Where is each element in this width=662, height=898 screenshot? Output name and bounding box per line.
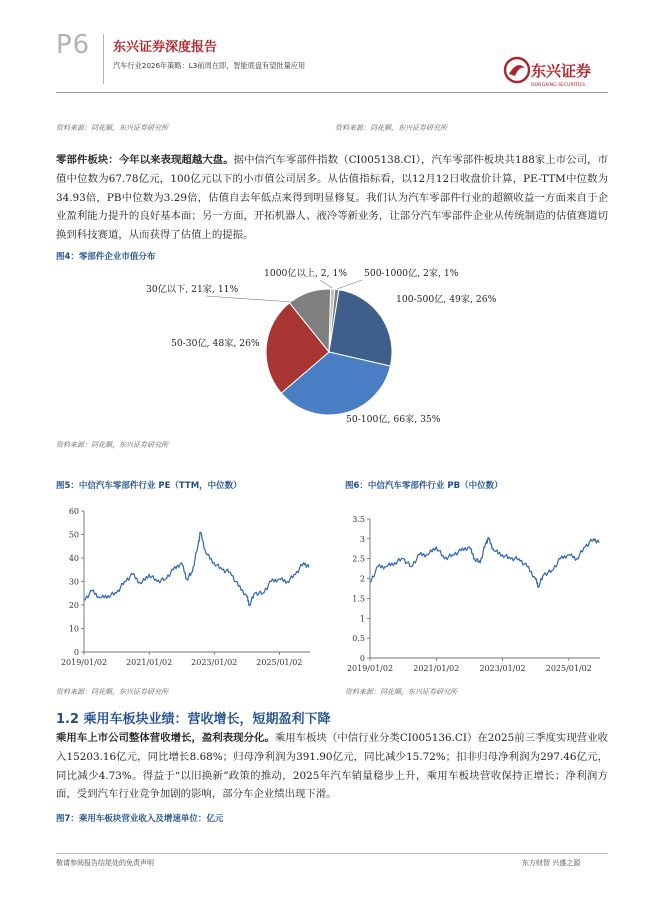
y-tick-label: 30 xyxy=(68,577,79,587)
y-tick-label: 1 xyxy=(359,614,365,624)
header-rule xyxy=(56,92,608,93)
y-tick-label: 10 xyxy=(68,624,79,634)
source-note-top-left: 资料来源：同花顺，东兴证券研究所 xyxy=(56,124,168,132)
data-line xyxy=(84,532,309,605)
footer-rule xyxy=(56,853,608,854)
y-tick-label: 60 xyxy=(68,507,79,516)
paragraph-lead: 零部件板块：今年以来表现超越大盘。 xyxy=(56,154,234,166)
y-tick-label: 3.5 xyxy=(352,515,365,524)
figure-4-source: 资料来源：同花顺，东兴证券研究所 xyxy=(56,441,168,449)
x-tick-label: 2025/01/02 xyxy=(256,658,303,667)
pie-leader-line xyxy=(206,296,292,302)
page-number: P6 xyxy=(56,30,91,60)
report-title: 东兴证券深度报告 xyxy=(113,40,218,55)
y-tick-label: 2 xyxy=(359,574,365,584)
y-tick-label: 0.5 xyxy=(352,634,365,644)
market-cap-pie-chart xyxy=(56,262,608,434)
pie-leader-line xyxy=(337,280,362,289)
y-tick-label: 0 xyxy=(73,648,79,657)
logo-icon xyxy=(501,54,611,94)
logo-subtext: DONGXING SECURITIES xyxy=(531,83,586,88)
y-tick-label: 3 xyxy=(359,534,365,544)
paragraph-passenger-car xyxy=(56,729,608,804)
x-tick-label: 2019/01/02 xyxy=(346,664,394,673)
report-subtitle: 汽车行业2026年策略：L3前周在即，智能底盘有望批量应用 xyxy=(113,61,306,70)
header-divider xyxy=(103,34,104,84)
x-tick-label: 2025/01/02 xyxy=(545,664,592,673)
x-tick-label: 2021/01/02 xyxy=(126,658,173,667)
figure-5-caption: 图5：中信汽车零部件行业 PE（TTM，中位数） xyxy=(56,481,242,491)
pb-line-chart xyxy=(340,505,608,675)
figure-5-source: 资料来源：同花顺，东兴证券研究所 xyxy=(56,688,168,696)
pie-slice-label: 1000亿以上, 2, 1% xyxy=(264,268,348,279)
pe-ttm-line-chart xyxy=(56,503,318,673)
paragraph-text: 据中信汽车零部件指数（CI005138.CI），汽车零部件板块共188家上市公司，市值中位数为67.78亿元，100亿元以下的小市值公司居多。从估值指标看，以12月12日收盘价计算，PE-TTM中位数为34.93倍，PB中位数为3.29倍，估值自去年低点来得到明显修复。我们认为汽车零部件行业的超额收益一方面来自于企业盈利能力提升的良好基本面；另一方面，开拓机器人、液冷等新业务，让部分汽车零部件企业从传统制造的估值赛道切换到科技赛道，从而获得了估值上的提振。 xyxy=(56,154,608,242)
footer-disclaimer: 敬请参阅报告结尾处的免责声明 xyxy=(56,859,154,867)
y-tick-label: 20 xyxy=(68,601,79,610)
pie-slice-label: 100-500亿, 49家, 26% xyxy=(396,294,497,305)
footer-slogan: 东方财智 兴盛之源 xyxy=(522,859,581,867)
x-tick-label: 2023/01/02 xyxy=(191,658,238,667)
logo-text: 东兴证券 xyxy=(531,62,592,80)
pie-slice-label: 30亿以下, 21家, 11% xyxy=(146,284,239,295)
source-note-top-right: 资料来源：同花顺，东兴证券研究所 xyxy=(335,124,447,132)
y-tick-label: 50 xyxy=(68,530,79,540)
y-tick-label: 2.5 xyxy=(352,554,365,564)
x-tick-label: 2023/01/02 xyxy=(479,664,526,673)
paragraph-text: 乘用车板块（中信行业分类CI005136.CI）在2025前三季度实现营业收入15203.16亿元，同比增长8.68%；归母净利润为391.90亿元，同比减少15.72%；扣非归母净利润为297.46亿元，同比减少4.73%。得益于“以旧换新”政策的推动，2025年汽车销量稳步上升，乘用车板块营收保持正增长；净利润方面，受到汽车行业竞争加剧的影响，部分车企业绩出现下滑。 xyxy=(56,732,608,801)
section-heading: 1.2 乘用车板块业绩：营收增长，短期盈利下降 xyxy=(56,712,331,727)
y-tick-label: 1.5 xyxy=(352,594,365,604)
y-tick-label: 40 xyxy=(68,554,79,563)
figure-6-source: 资料来源：同花顺，东兴证券研究所 xyxy=(345,688,457,696)
pie-leader-line xyxy=(320,280,332,288)
paragraph-lead: 乘用车上市公司整体营收增长，盈利表现分化。 xyxy=(56,732,275,744)
pie-slice-label: 50-100亿, 66家, 35% xyxy=(346,414,441,425)
x-tick-label: 2021/01/02 xyxy=(413,664,460,673)
pie-slice-label: 500-1000亿, 2家, 1% xyxy=(364,268,459,279)
pie-slice-label: 50-30亿, 48家, 26% xyxy=(171,338,260,349)
y-tick-label: 0 xyxy=(359,654,365,663)
figure-4-caption: 图4：零部件企业市值分布 xyxy=(56,252,156,262)
paragraph-components xyxy=(56,151,608,245)
figure-6-caption: 图6：中信汽车零部件行业 PB（中位数） xyxy=(345,481,503,491)
x-tick-label: 2019/01/02 xyxy=(60,658,108,667)
data-line xyxy=(370,537,599,587)
figure-7-caption: 图7：乘用车板块营业收入及增速单位：亿元 xyxy=(56,814,224,824)
company-logo xyxy=(501,54,611,94)
